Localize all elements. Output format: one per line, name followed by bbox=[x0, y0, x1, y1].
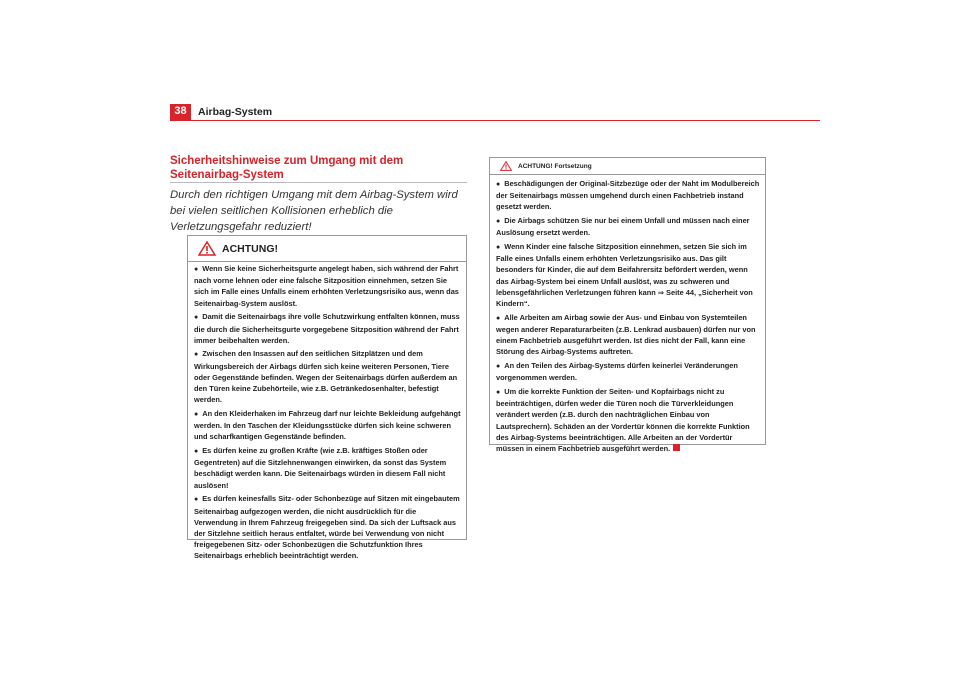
warning-list bbox=[194, 263, 461, 564]
warning-item bbox=[194, 445, 461, 491]
warning-item bbox=[194, 493, 461, 561]
bullet-icon: ● bbox=[496, 181, 501, 188]
warning-item bbox=[496, 386, 760, 454]
warning-triangle-icon bbox=[500, 161, 512, 171]
warning-item bbox=[194, 348, 461, 405]
bullet-icon: ● bbox=[194, 410, 199, 418]
running-header: Airbag-System bbox=[198, 106, 273, 118]
section-title: Sicherheitshinweise zum Umgang mit dem Seitenairbag-System bbox=[170, 155, 404, 181]
warning-item-text: Zwischen den Insassen auf den seitlichen Sitzplätzen und dem Wirkungsbereich der Airbags dürfen sich keine weiteren Personen, Tiere oder Gegenstände befinden. Wegen der Seitenairbags dürfen außerdem an den Türen keine Zubehörteile, wie z.B. Getränkedosenhalter, befestigt werden. bbox=[194, 349, 458, 405]
warning-continued-label: ACHTUNG! Fortsetzung bbox=[518, 162, 592, 170]
title-divider bbox=[170, 182, 467, 183]
bullet-icon: ● bbox=[496, 363, 501, 371]
warning-label: ACHTUNG! bbox=[222, 242, 278, 255]
warning-item-text: Um die korrekte Funktion der Seiten- und Kopfairbags nicht zu beeinträchtigen, dürfen weder die Türen noch die Türverkleidungen verändert werden (z.B. durch den nachträglichen Einbau von Lautsprechern). Schäden an der Vordertür können die korrekte Funktion des Airbag-Systems beeinträchtigen. Alle Arbeiten an der Vordertür müssen in einem Fachbetrieb ausgeführt werden. bbox=[496, 386, 750, 453]
warning-item bbox=[496, 241, 760, 309]
warning-item-text: Wenn Kinder eine falsche Sitzposition einnehmen, setzen Sie sich im Falle eines Unfalls einem erhöhten Verletzungsrisiko aus. Das gilt besonders für Kinder, die auf dem Beifahrersitz befördert werden, wenn das Airbag-System bei einem Unfall auslöst, was zu schweren und lebensgefährlichen Verletzungen führen kann ⇒ Seite 44, „Sicherheit von Kindern“. bbox=[496, 242, 753, 309]
warning-continued-list bbox=[496, 178, 760, 457]
end-mark-icon bbox=[673, 444, 680, 451]
warning-continued-divider bbox=[490, 174, 765, 175]
warning-triangle-icon bbox=[198, 241, 216, 256]
warning-item-text: Wenn Sie keine Sicherheitsgurte angelegt haben, sich während der Fahrt nach vorne lehnen oder eine falsche Sitzposition einnehmen, setzen Sie sich im Falle eines Unfalls einem erhöhten Verletzungsrisiko aus, wenn das Seitenairbag-System auslöst. bbox=[194, 264, 459, 308]
bullet-icon: ● bbox=[194, 448, 199, 456]
bullet-icon: ● bbox=[194, 496, 199, 504]
bullet-icon: ● bbox=[496, 218, 501, 226]
warning-header-divider bbox=[188, 261, 466, 262]
warning-item-text: Alle Arbeiten am Airbag sowie der Aus- und Einbau von Systemteilen wegen anderer Reparaturarbeiten (z.B. Lenkrad ausbauen) dürfen nur von einem Fachbetrieb ausgeführt werden. Ist dies nicht der Fall, kann eine Störung des Airbag-Systems auftreten. bbox=[496, 312, 756, 357]
warning-item-text: Beschädigungen der Original-Sitzbezüge oder der Naht im Modulbereich der Seitenairbags müssen umgehend durch einen Fachbetrieb instand gesetzt werden. bbox=[496, 179, 760, 212]
header-divider bbox=[170, 120, 820, 121]
warning-item bbox=[496, 360, 760, 383]
bullet-icon: ● bbox=[194, 266, 199, 273]
bullet-icon: ● bbox=[194, 314, 199, 322]
page-number: 38 bbox=[174, 105, 187, 117]
bullet-icon: ● bbox=[496, 244, 501, 252]
section-intro: Durch den richtigen Umgang mit dem Airbag-System wird bei vielen seitlichen Kollisionen erheblich die Verletzungsgefahr reduziert! bbox=[170, 189, 458, 233]
warning-item-text: Es dürfen keine zu großen Kräfte (wie z.B. kräftiges Stoßen oder Gegentreten) auf die Sitzlehnenwangen einwirken, da sonst das System beschädigt werden kann. Die Seitenairbags würden in diesem Fall nicht auslösen! bbox=[194, 446, 447, 490]
warning-item-text: Es dürfen keinesfalls Sitz- oder Schonbezüge auf Sitzen mit eingebautem Seitenairbag aufgezogen werden, die nicht ausdrücklich für die Verwendung in Ihrem Fahrzeug freigegeben sind. Da sich der Luftsack aus der Sitzlehne seitlich heraus entfaltet, würde bei Verwendung von nicht freigegebenen Sitz- oder Schonbezügen die Schutzfunktion Ihres Seitenairbags erheblich beeinträchtigt werden. bbox=[194, 494, 460, 561]
warning-item bbox=[496, 215, 760, 238]
warning-continued-box bbox=[489, 157, 766, 453]
warning-item bbox=[194, 263, 461, 309]
warning-item bbox=[496, 312, 760, 358]
warning-item-text: Damit die Seitenairbags ihre volle Schutzwirkung entfalten können, muss die durch die Sicherheitsgurte vorgegebene Sitzposition während der Fahrt immer beibehalten werden. bbox=[194, 312, 460, 345]
warning-item-text: An den Kleiderhaken im Fahrzeug darf nur leichte Bekleidung aufgehängt werden. In den Taschen der Kleidungsstücke dürfen sich keine schweren und scharfkantigen Gegenstände befinden. bbox=[194, 408, 461, 442]
warning-item-text: Die Airbags schützen Sie nur bei einem Unfall und müssen nach einer Auslösung ersetzt werden. bbox=[496, 216, 750, 238]
warning-item bbox=[194, 408, 461, 443]
warning-box bbox=[187, 235, 467, 561]
warning-continued-header bbox=[500, 161, 592, 171]
bullet-icon: ● bbox=[496, 314, 501, 322]
warning-item bbox=[496, 178, 760, 213]
bullet-icon: ● bbox=[194, 351, 199, 359]
warning-item bbox=[194, 311, 461, 346]
bullet-icon: ● bbox=[496, 388, 501, 396]
warning-item-text: An den Teilen des Airbag-Systems dürfen keinerlei Veränderungen vorgenommen werden. bbox=[496, 361, 738, 383]
warning-header bbox=[198, 241, 278, 256]
